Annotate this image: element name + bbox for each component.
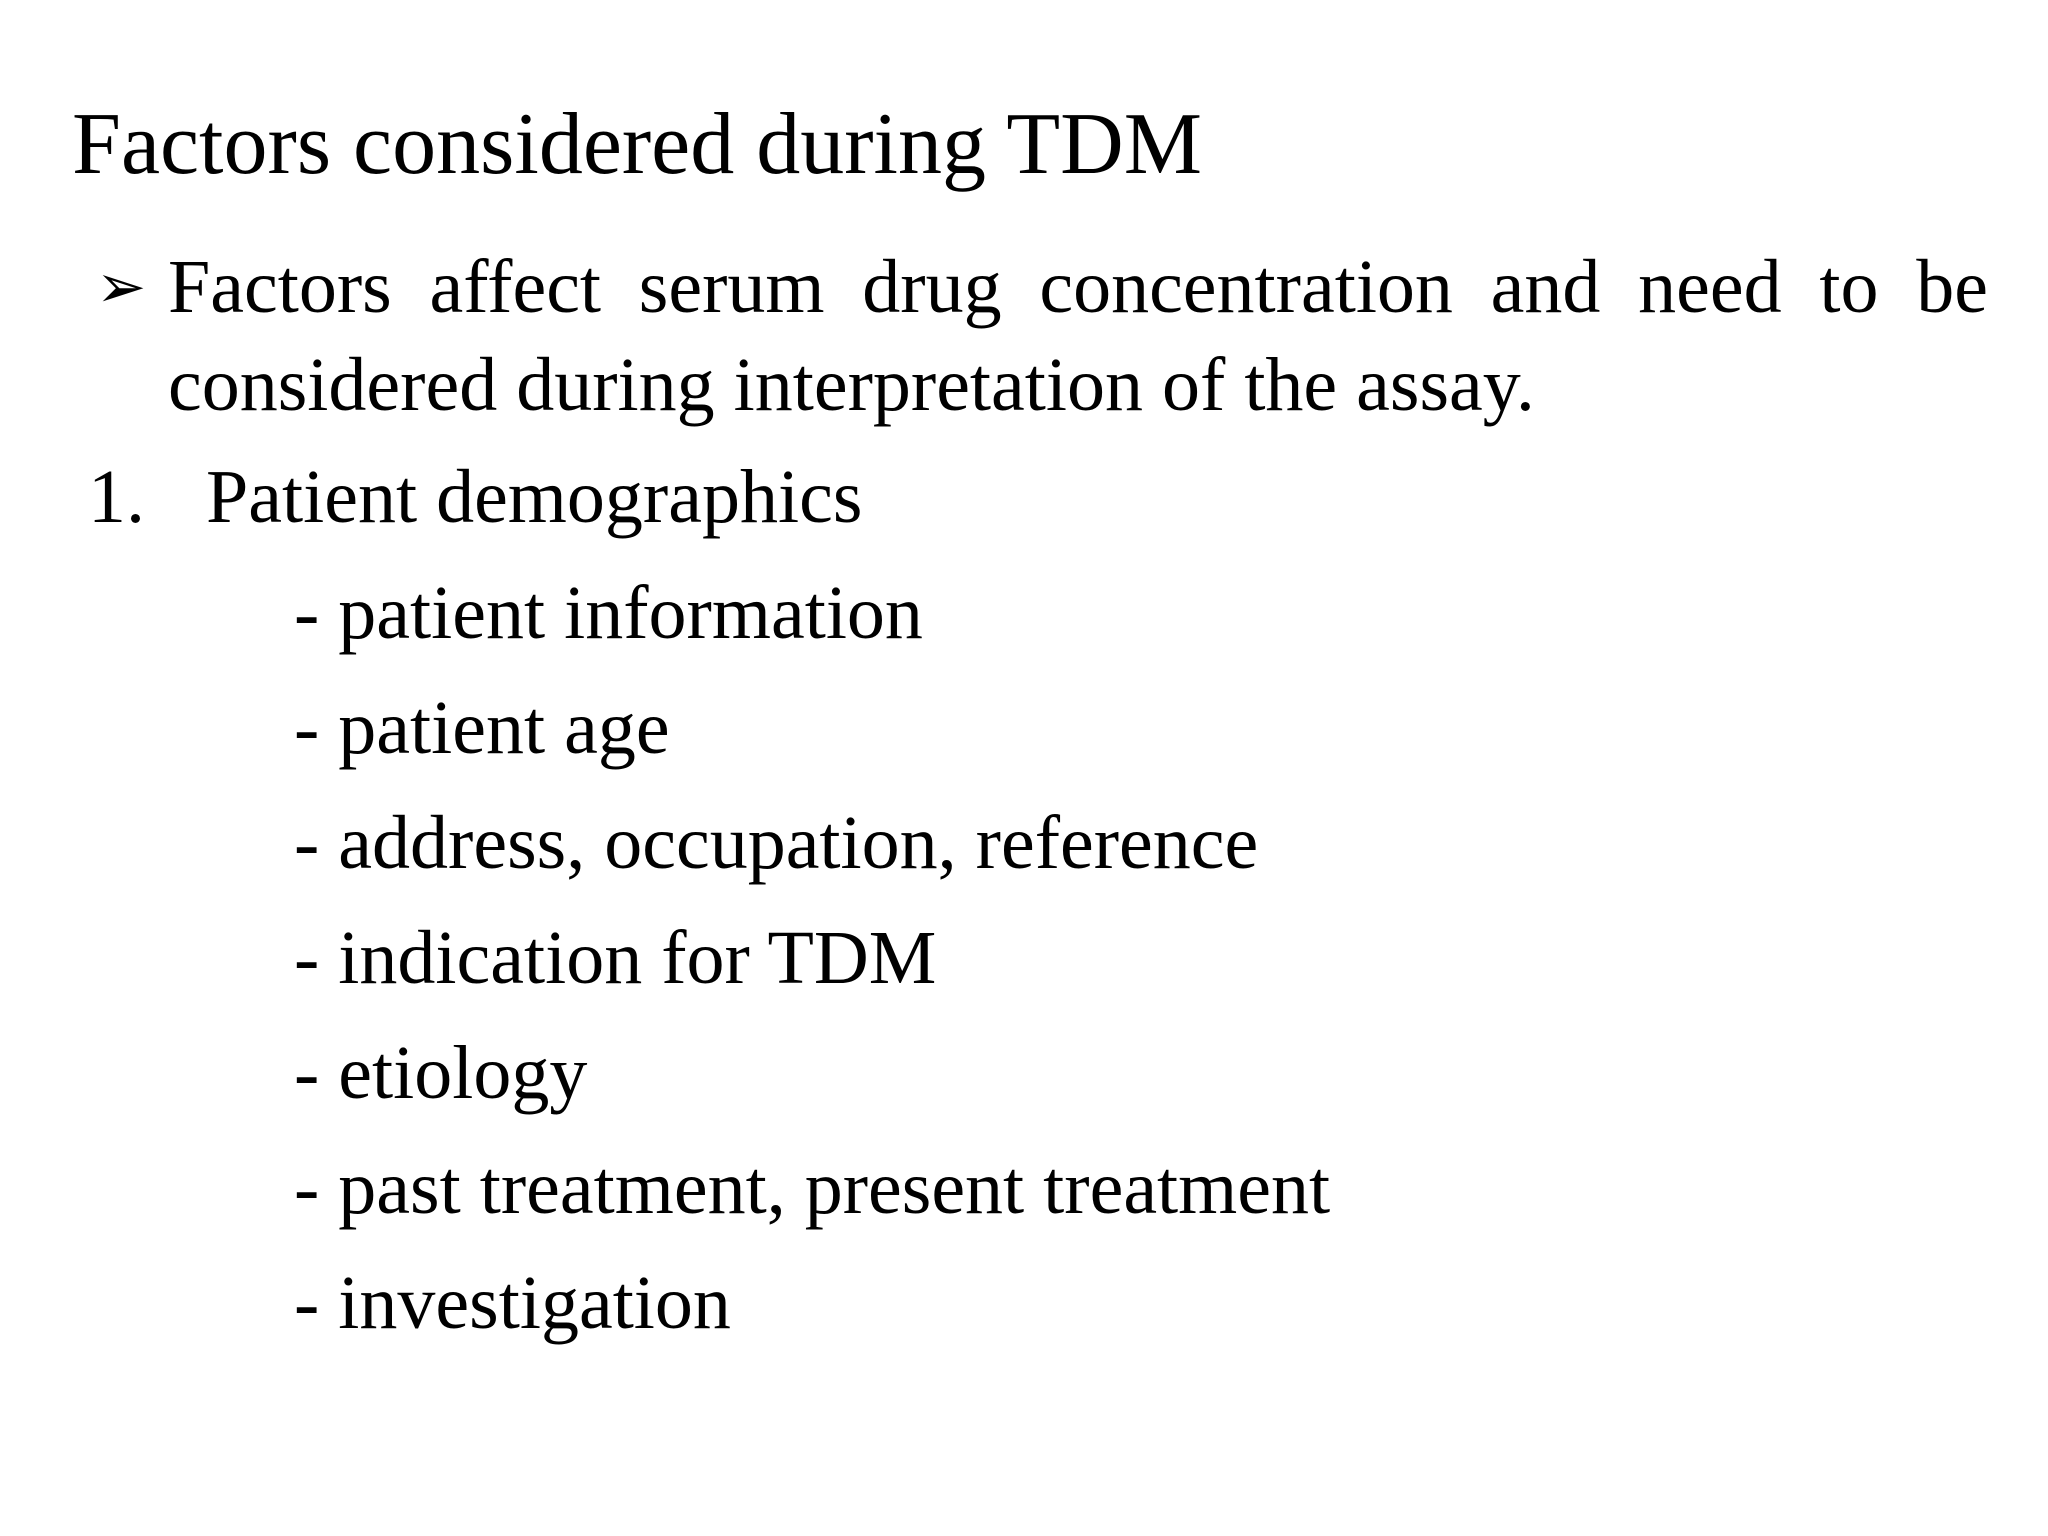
sub-item-indication-for-tdm: - indication for TDM xyxy=(294,916,937,1000)
sub-item-list xyxy=(294,564,1330,1369)
bullet-text: Factors affect serum drug concentration and need to be considered during interpretation of the assay. xyxy=(168,245,1988,427)
slide-title: Factors considered during TDM xyxy=(72,96,1202,193)
arrow-bullet-icon: ➢ xyxy=(96,252,147,322)
sub-item-patient-age: - patient age xyxy=(294,686,670,770)
sub-item-patient-information: - patient information xyxy=(294,571,923,655)
sub-item-etiology: - etiology xyxy=(294,1031,588,1115)
numbered-item-text: Patient demographics xyxy=(206,455,863,539)
sub-item-address-occupation-reference: - address, occupation, reference xyxy=(294,801,1259,885)
sub-item-treatment: - past treatment, present treatment xyxy=(294,1146,1331,1230)
item-number: 1. xyxy=(88,455,145,539)
sub-item-investigation: - investigation xyxy=(294,1261,731,1345)
